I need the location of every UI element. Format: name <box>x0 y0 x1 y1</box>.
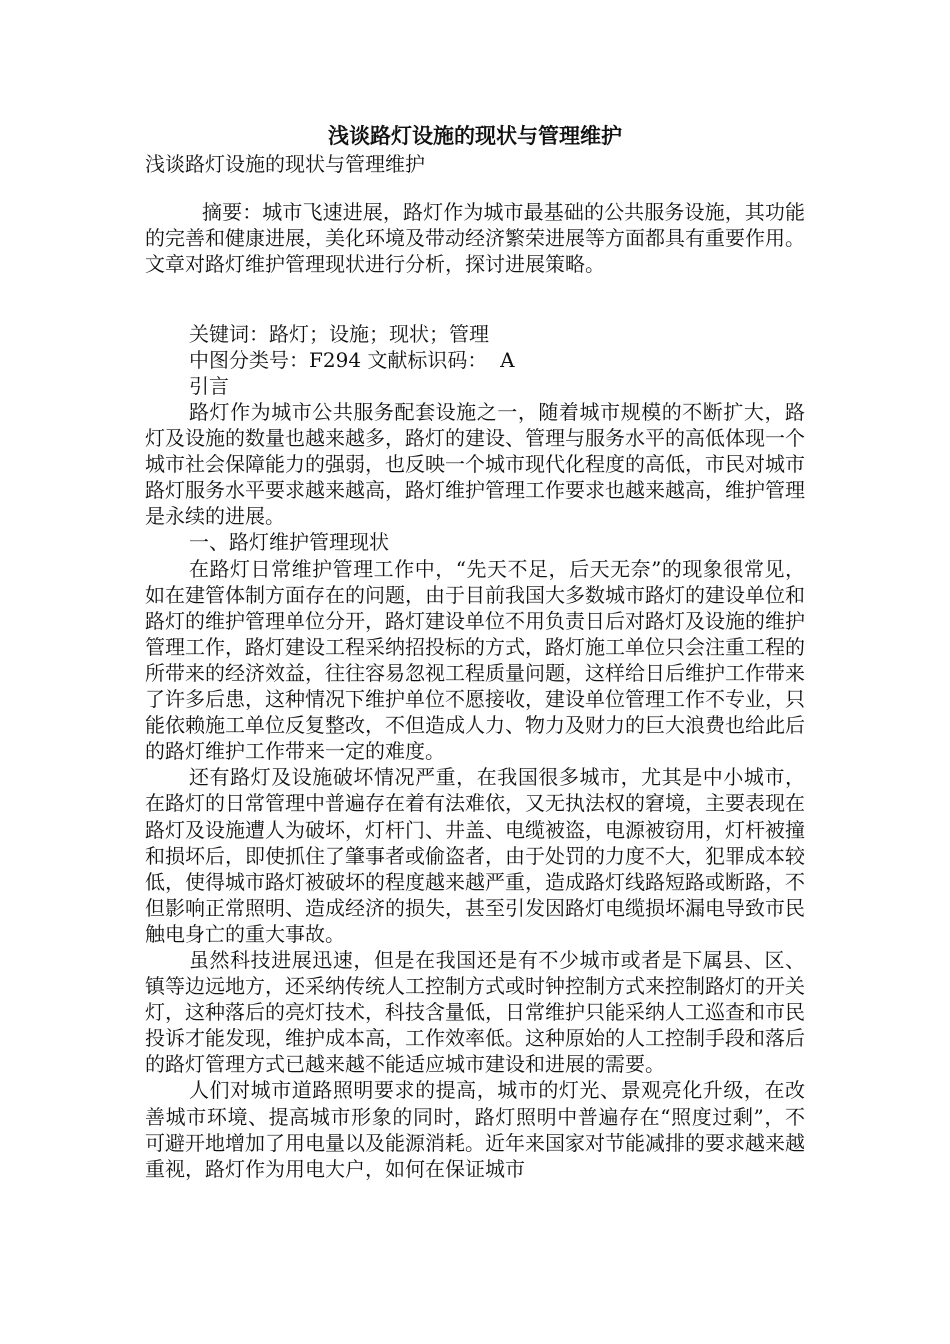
document-subtitle: 浅谈路灯设施的现状与管理维护 <box>145 152 425 176</box>
body-paragraph: 人们对城市道路照明要求的提高，城市的灯光、景观亮化升级，在改善城市环境、提高城市形象的同时，路灯照明中普遍存在“照度过剩”，不可避开地增加了用电量以及能源消耗。近年来国家对节能减排的要求越来越重视，路灯作为用电大户，如何在保证城市 <box>145 1078 805 1181</box>
abstract-paragraph: 摘要：城市飞速进展，路灯作为城市最基础的公共服务设施，其功能的完善和健康进展，美化环境及带动经济繁荣进展等方面都具有重要作用。文章对路灯维护管理现状进行分析，探讨进展策略。 <box>145 200 805 276</box>
document-title: 浅谈路灯设施的现状与管理维护 <box>328 123 622 148</box>
classification-line: 中图分类号：F294 文献标识码： A <box>189 348 515 372</box>
keywords-line: 关键词：路灯；设施；现状；管理 <box>189 322 489 346</box>
body-paragraph: 路灯作为城市公共服务配套设施之一，随着城市规模的不断扩大，路灯及设施的数量也越来越多，路灯的建设、管理与服务水平的高低体现一个城市社会保障能力的强弱，也反映一个城市现代化程度的高低，市民对城市路灯服务水平要求越来越高，路灯维护管理工作要求也越来越高，维护管理是永续的进展。 <box>145 400 805 529</box>
section-heading: 一、路灯维护管理现状 <box>189 530 389 555</box>
body-paragraph: 虽然科技进展迅速，但是在我国还是有不少城市或者是下属县、区、镇等边远地方，还采纳传统人工控制方式或时钟控制方式来控制路灯的开关灯，这种落后的亮灯技术，科技含量低，日常维护只能采纳人工巡查和市民投诉才能发现，维护成本高，工作效率低。这种原始的人工控制手段和落后的路灯管理方式已越来越不能适应城市建设和进展的需要。 <box>145 947 805 1077</box>
body-text <box>145 399 805 1182</box>
body-paragraph: 在路灯日常维护管理工作中，“先天不足，后天无奈”的现象很常见，如在建管体制方面存在的问题，由于目前我国大多数城市路灯的建设单位和路灯的维护管理单位分开，路灯建设单位不用负责日后对路灯及设施的维护管理工作，路灯建设工程采纳招投标的方式，路灯施工单位只会注重工程的所带来的经济效益，往往容易忽视工程质量问题，这样给日后维护工作带来了许多后患，这种情况下维护单位不愿接收，建设单位管理工作不专业，只能依赖施工单位反复整改，不但造成人力、物力及财力的巨大浪费也给此后的路灯维护工作带来一定的难度。 <box>145 556 805 764</box>
intro-heading: 引言 <box>189 374 229 398</box>
body-paragraph: 还有路灯及设施破坏情况严重，在我国很多城市，尤其是中小城市，在路灯的日常管理中普遍存在着有法难依，又无执法权的窘境，主要表现在路灯及设施遭人为破坏，灯杆门、井盖、电缆被盗，电源被窃用，灯杆被撞和损坏后，即使抓住了肇事者或偷盗者，由于处罚的力度不大，犯罪成本较低，使得城市路灯被破坏的程度越来越严重，造成路灯线路短路或断路，不但影响正常照明、造成经济的损失，甚至引发因路灯电缆损坏漏电导致市民触电身亡的重大事故。 <box>145 765 805 946</box>
